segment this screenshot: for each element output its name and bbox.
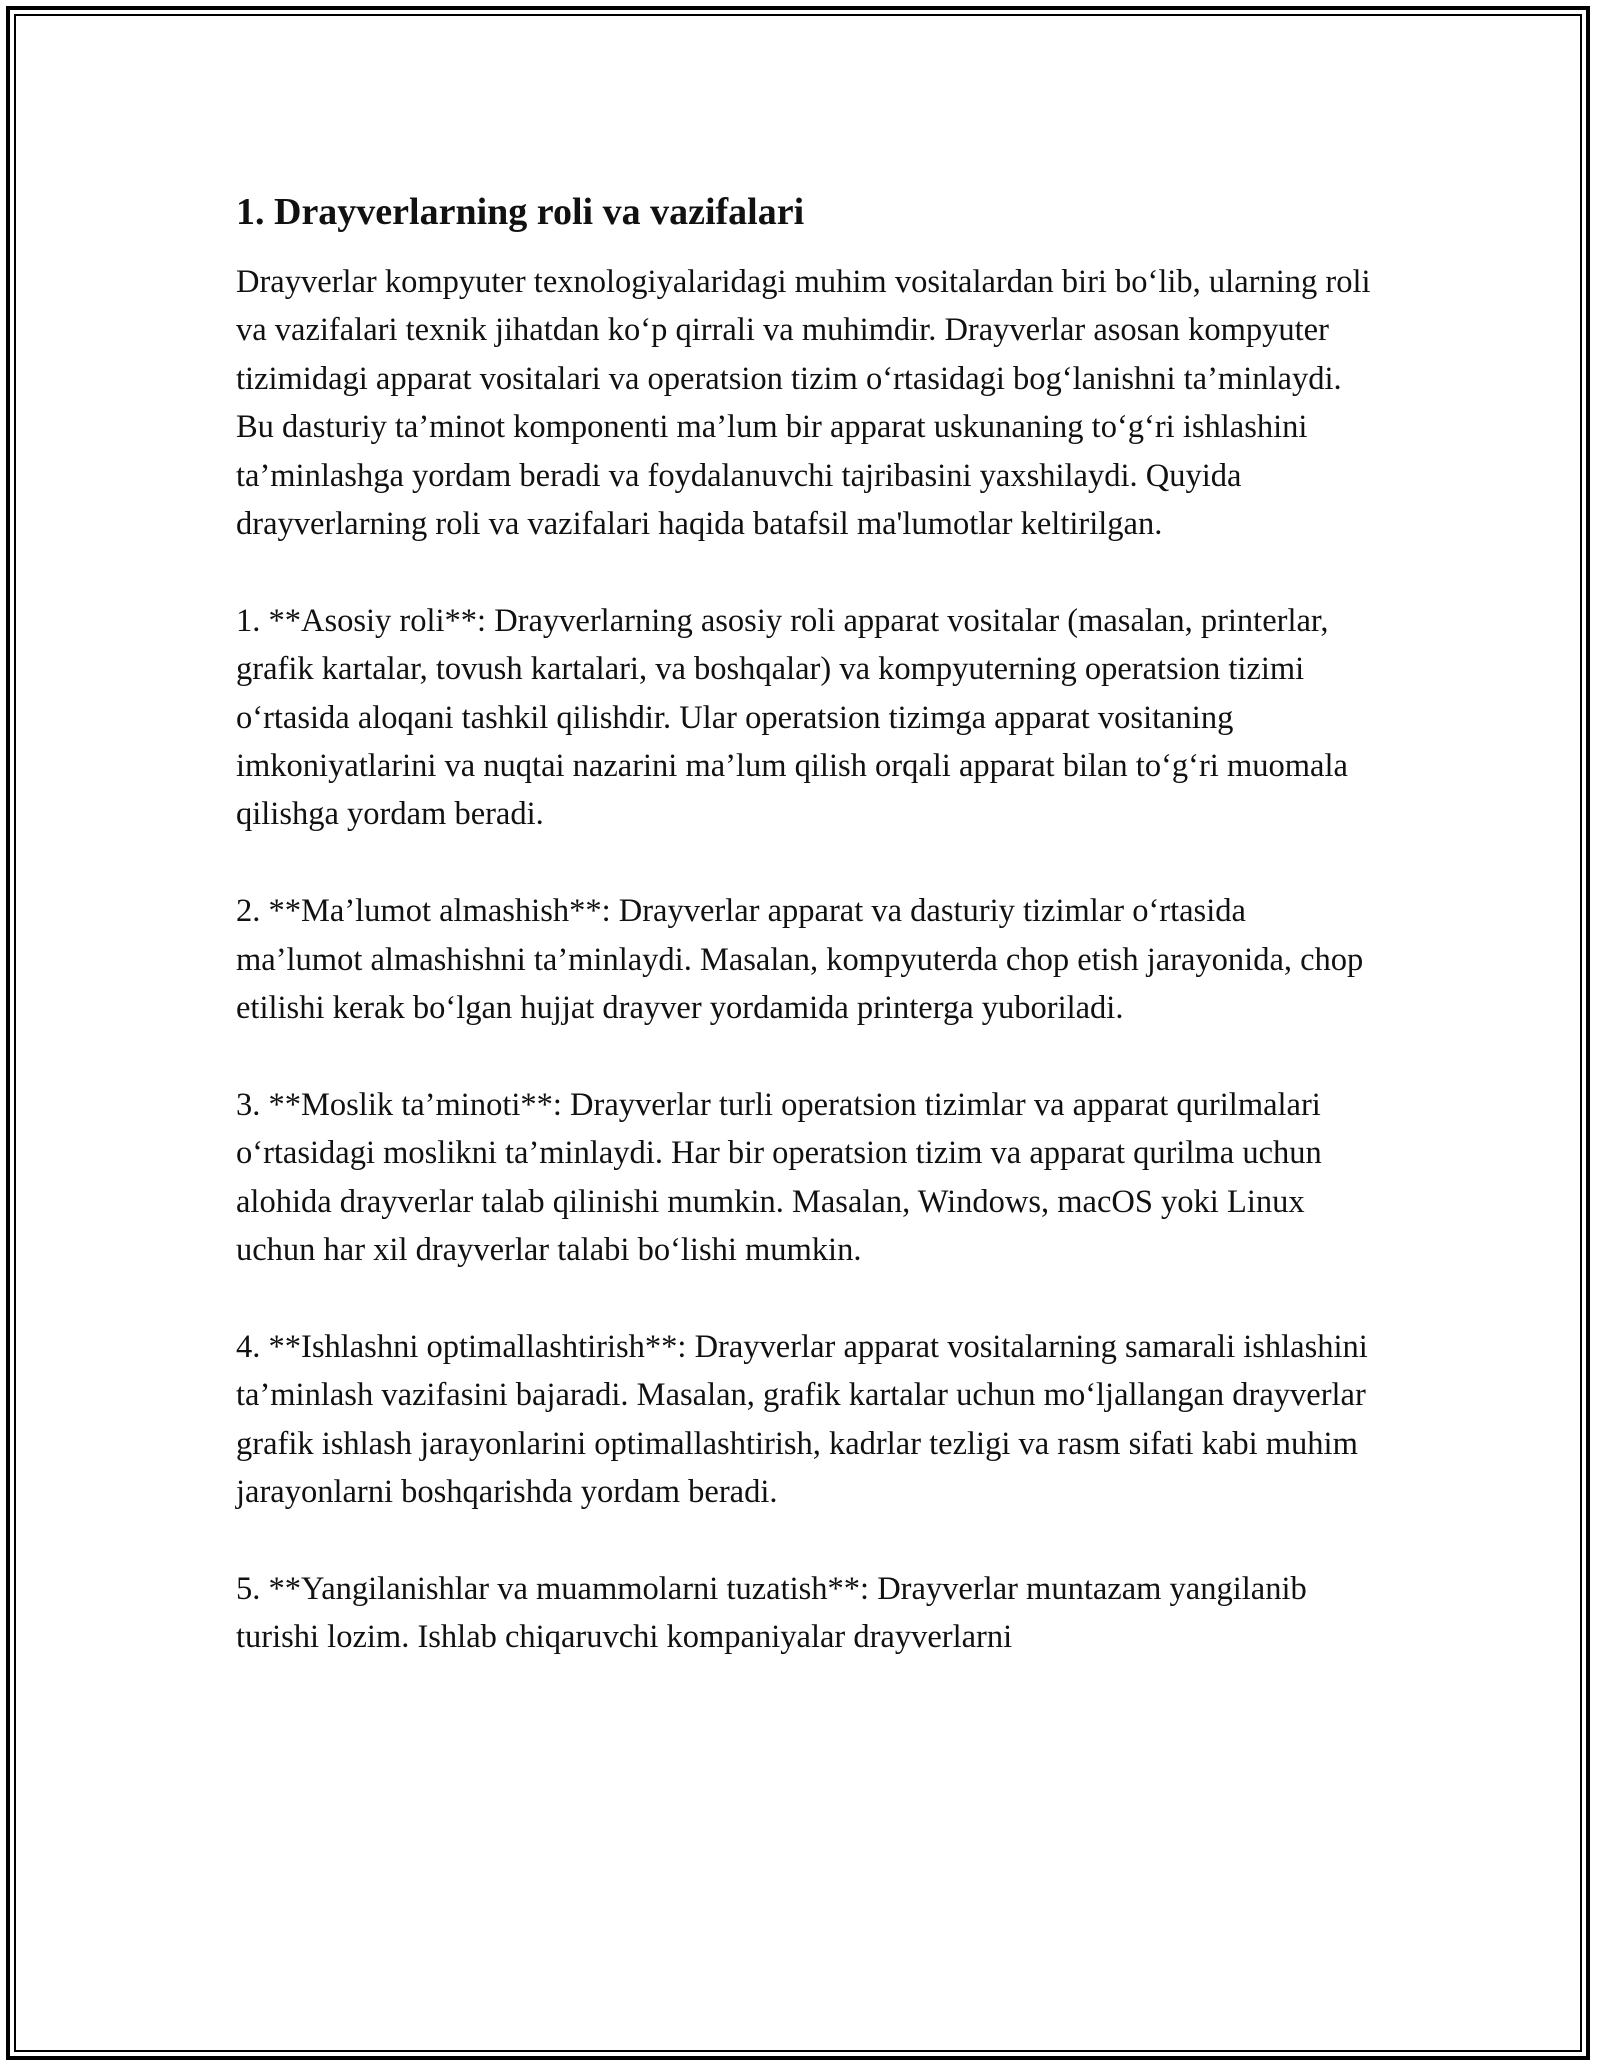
list-item-malumot-almashish: 2. **Ma’lumot almashish**: Drayverlar apparat va dasturiy tizimlar o‘rtasida ma’lumot almashishni ta’minlaydi. Masalan, kompyuterda chop etish jarayonida, chop etilishi kerak bo‘lgan hujjat drayver yordamida printerga yuboriladi. [236,893,1364,1027]
list-item-ishlashni-optimallashtirish: 4. **Ishlashni optimallashtirish**: Drayverlar apparat vositalarning samarali ishlashini ta’minlash vazifasini bajaradi. Masalan, grafik kartalar uchun mo‘ljallangan drayverlar grafik ishlash jarayonlarini optimallashtirish, kadrlar tezligi va rasm sifati kabi muhim jarayonlarni boshqarishda yordam beradi. [236,1328,1368,1511]
list-item-asosiy-roli: 1. **Asosiy roli**: Drayverlarning asosiy roli apparat vositalar (masalan, printerlar, grafik kartalar, tovush kartalari, va boshqalar) va kompyuterning operatsion tizimi o‘rtasida aloqani tashkil qilishdir. Ular operatsion tizimga apparat vositaning imkoniyatlarini va nuqtai nazarini ma’lum qilish orqali apparat bilan to‘g‘ri muomala qilishga yordam beradi. [236,602,1348,833]
section-title: 1. Drayverlarning roli va vazifalari [236,191,805,233]
intro-paragraph: Drayverlar kompyuter texnologiyalaridagi muhim vositalardan biri bo‘lib, ularning roli va vazifalari texnik jihatdan ko‘p qirrali va muhimdir. Drayverlar asosan kompyuter tizimidagi apparat vositalari va operatsion tizim o‘rtasidagi bog‘lanishni ta’minlaydi. Bu dasturiy ta’minot komponenti ma’lum bir apparat uskunaning to‘g‘ri ishlashini ta’minlashga yordam beradi va foydalanuvchi tajribasini yaxshilaydi. Quyida drayverlarning roli va vazifalari haqida batafsil ma'lumotlar keltirilgan. [236,264,1371,543]
list-item-yangilanishlar: 5. **Yangilanishlar va muammolarni tuzatish**: Drayverlar muntazam yangilanib turishi lozim. Ishlab chiqaruvchi kompaniyalar drayverlarni [236,1570,1307,1656]
document-body [236,186,1376,1710]
list-item-moslik-taminoti: 3. **Moslik ta’minoti**: Drayverlar turli operatsion tizimlar va apparat qurilmalari o‘rtasidagi moslikni ta’minlaydi. Har bir operatsion tizim va apparat qurilma uchun alohida drayverlar talab qilinishi mumkin. Masalan, Windows, macOS yoki Linux uchun har xil drayverlar talabi bo‘lishi mumkin. [236,1086,1322,1269]
